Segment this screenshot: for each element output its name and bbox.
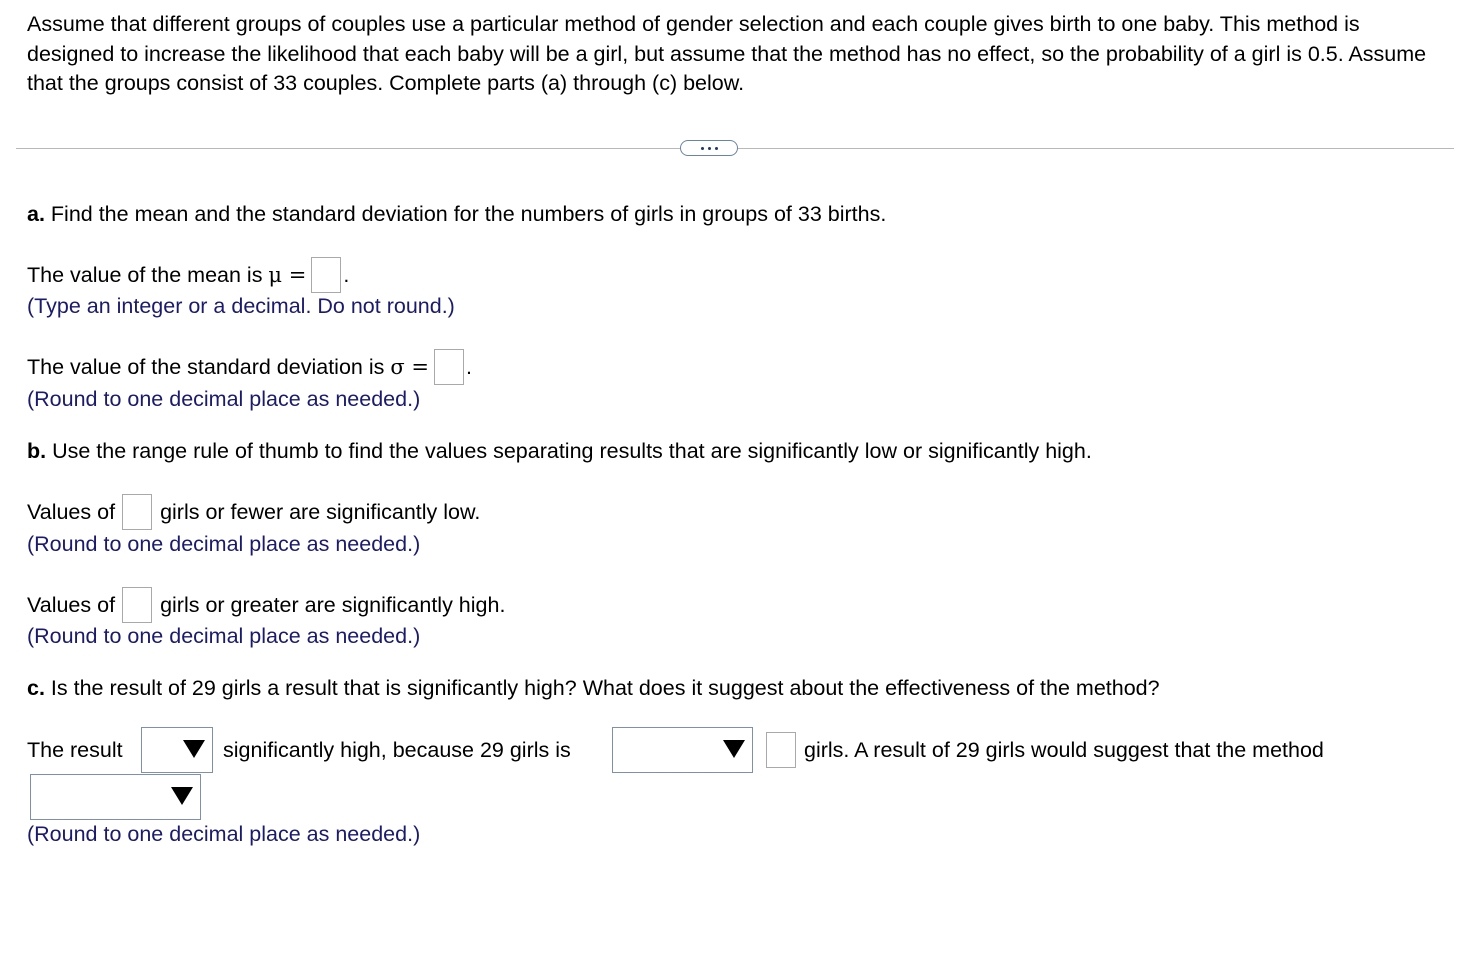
mean-input[interactable] xyxy=(311,257,341,293)
part-c-question-text: Is the result of 29 girls a result that is significantly high? What does it suggest about the effectiveness of the method? xyxy=(44,676,1160,700)
threshold-input[interactable] xyxy=(766,732,796,768)
part-b-question-text: Use the range rule of thumb to find the values separating results that are significantly low or significantly high. xyxy=(46,439,1092,463)
high-suffix: girls or greater are significantly high. xyxy=(160,593,506,617)
sd-prefix: The value of the standard deviation is xyxy=(27,355,391,379)
part-b-label: b. xyxy=(27,439,47,463)
result-prefix: The result xyxy=(27,738,123,762)
low-hint: (Round to one decimal place as needed.) xyxy=(27,532,421,556)
part-c-label: c. xyxy=(27,676,45,700)
sd-input[interactable] xyxy=(434,349,464,385)
mean-row xyxy=(27,257,349,293)
sd-row xyxy=(27,349,472,385)
part-a-label: a. xyxy=(27,202,45,226)
high-prefix: Values of xyxy=(27,593,116,617)
more-dot-icon xyxy=(715,147,718,150)
part-a-question-text: Find the mean and the standard deviation for the numbers of girls in groups of 33 births. xyxy=(44,202,887,226)
low-value-input[interactable] xyxy=(122,494,152,530)
mean-prefix: The value of the mean is xyxy=(27,263,269,287)
more-dot-icon xyxy=(701,147,704,150)
sd-symbol: σ = xyxy=(390,355,429,379)
mean-hint: (Type an integer or a decimal. Do not round.) xyxy=(27,294,455,318)
dropdown-arrow-icon xyxy=(171,787,193,805)
mean-suffix: . xyxy=(343,263,350,287)
dropdown-arrow-icon xyxy=(723,740,745,758)
more-options-button[interactable] xyxy=(680,140,738,156)
high-row xyxy=(27,587,505,623)
mean-symbol: μ = xyxy=(268,263,307,287)
low-suffix: girls or fewer are significantly low. xyxy=(160,500,481,524)
part-c-question xyxy=(27,674,1160,702)
sd-suffix: . xyxy=(465,355,472,379)
dropdown-arrow-icon xyxy=(183,740,205,758)
part-c-hint: (Round to one decimal place as needed.) xyxy=(27,822,421,846)
high-hint: (Round to one decimal place as needed.) xyxy=(27,624,421,648)
more-dot-icon xyxy=(708,147,711,150)
low-prefix: Values of xyxy=(27,500,116,524)
sd-hint: (Round to one decimal place as needed.) xyxy=(27,387,421,411)
result-is-dropdown[interactable] xyxy=(141,727,213,773)
part-a-question xyxy=(27,200,886,228)
middle-text: significantly high, because 29 girls is xyxy=(223,738,571,762)
end-text: girls. A result of 29 girls would suggest that the method xyxy=(804,738,1324,762)
part-b-question xyxy=(27,437,1092,465)
comparison-dropdown[interactable] xyxy=(612,727,753,773)
problem-statement: Assume that different groups of couples use a particular method of gender selection and each couple gives birth to one baby. This method is designed to increase the likelihood that each baby will be a girl, but assume that the method has no effect, so the probability of a girl is 0.5. Assume that the groups consist of 33 couples. Complete parts (a) through (c) below. xyxy=(27,12,1427,95)
method-effect-dropdown[interactable] xyxy=(30,774,201,820)
high-value-input[interactable] xyxy=(122,587,152,623)
low-row xyxy=(27,494,480,530)
